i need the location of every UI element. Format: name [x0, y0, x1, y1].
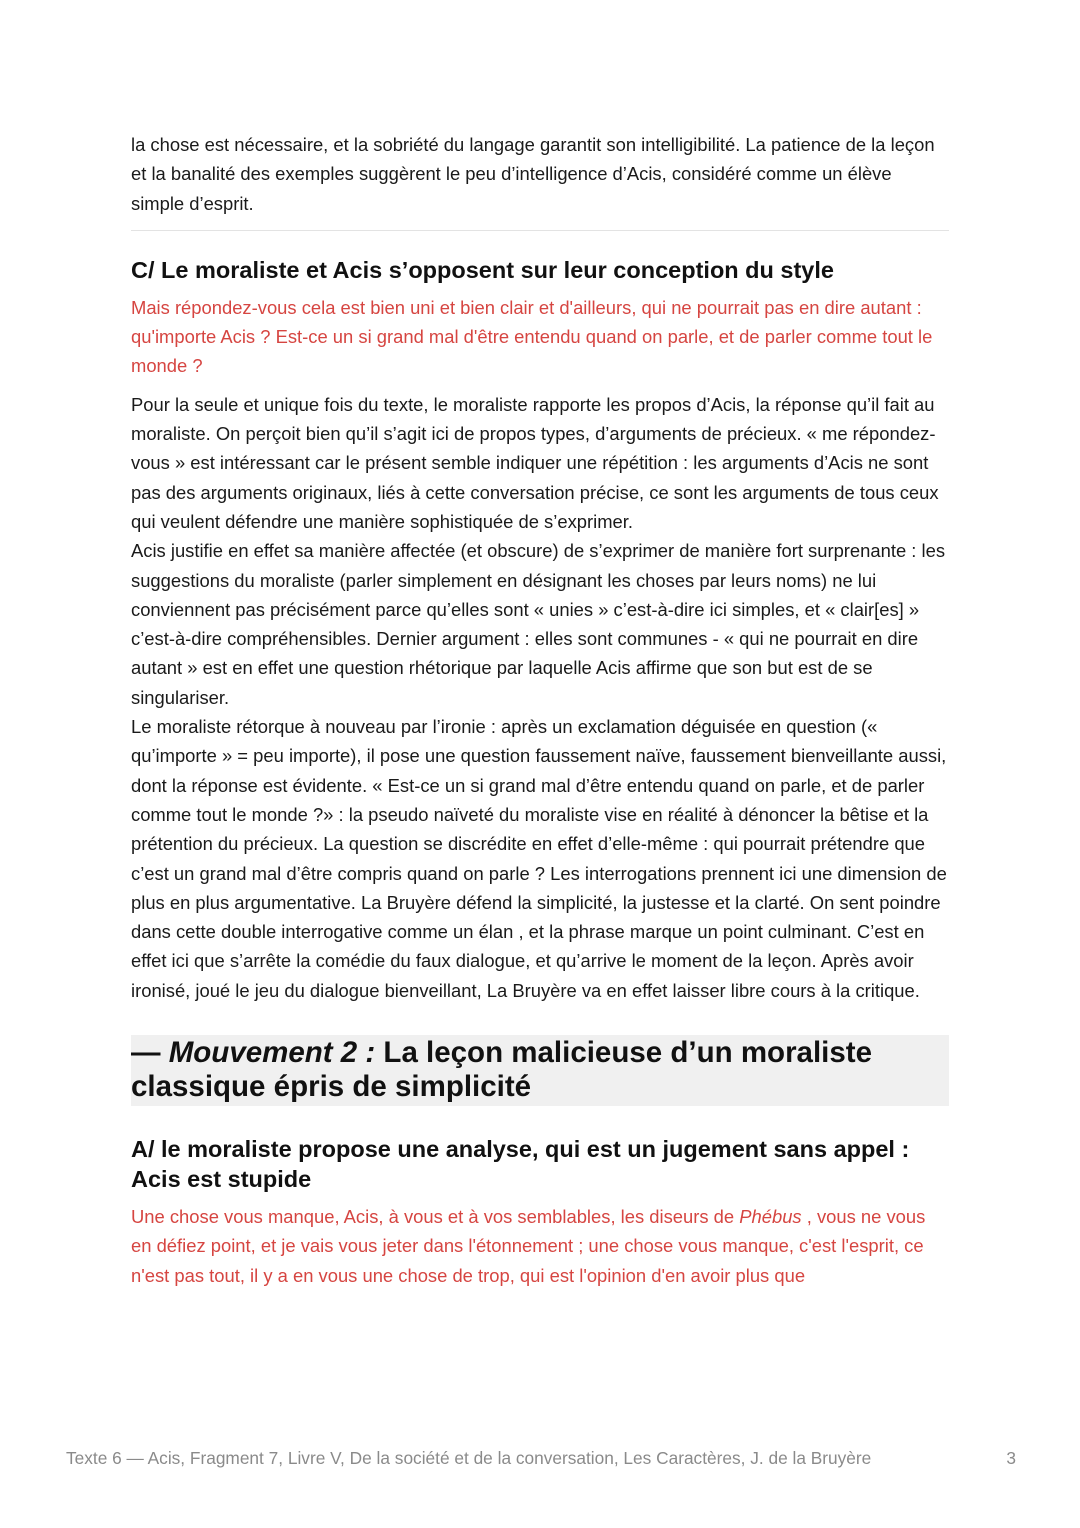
body-paragraph: Le moraliste rétorque à nouveau par l’ironie : après un exclamation déguisée en question (« qu’importe » = peu importe), il pose une question faussement naïve, faussement bienveillante aussi, dont la réponse est évidente. « Est-ce un si grand mal d’être entendu quand on parle, et de parler comme tout le monde ?» : la pseudo naïveté du moraliste vise en réalité à dénoncer la bêtise et la prétention du précieux. La question se discrédite en effet d’elle-même : qui pourrait prétendre que c’est un grand mal d’être compris quand on parle ? Les interrogations prennent ici une dimension de plus en plus argumentative. La Bruyère défend la simplicité, la justesse et la clarté. On sent poindre dans cette double interrogative comme un élan , et la phrase marque un point culminant. C’est en effet ici que s’arrête la comédie du faux dialogue, et qu’arrive le moment de la leçon. Après avoir ironisé, joué le jeu du dialogue bienveillant, La Bruyère va en effet laisser libre cours à la critique.: [131, 716, 947, 1001]
intro-paragraph: la chose est nécessaire, et la sobriété du langage garantit son intelligibilité. La patience de la leçon et la banalité des exemples suggèrent le peu d’intelligence d’Acis, considéré comme un élève simple d’esprit.: [131, 134, 935, 214]
movement-heading: [131, 1036, 949, 1104]
body-paragraph: Acis justifie en effet sa manière affectée (et obscure) de s’exprimer de manière fort surprenante : les suggestions du moraliste (parler simplement en désignant les choses par leurs noms) ne lui conviennent pas précisément parce qu’elles sont « unies » c’est-à-dire ici simples, et « clair[es] » c’est-à-dire compréhensibles. Dernier argument : elles sont communes - « qui ne pourrait en dire autant » est en effet une question rhétorique par laquelle Acis affirme que son but est de se singulariser.: [131, 540, 946, 708]
section-c-body: [131, 390, 949, 1005]
movement-dash: —: [131, 1036, 169, 1070]
section-c-quote: Mais répondez-vous cela est bien uni et bien clair et d'ailleurs, qui ne pourrait pas en dire autant : qu'importe Acis ? Est-ce un si grand mal d'être entendu quand on parle, et de parler comme tout le monde ?: [131, 296, 933, 377]
section-a-quote: [131, 1202, 949, 1290]
page-number: 3: [1006, 1448, 1016, 1468]
movement-heading-block: [131, 1035, 949, 1106]
quote-text: Une chose vous manque, Acis, à vous et à vos semblables, les diseurs de: [131, 1206, 740, 1228]
movement-title: La leçon malicieuse d’un moraliste classique épris de simplicité: [131, 1036, 872, 1104]
quote-text: , vous ne vous en défiez point, et je vais vous jeter dans l'étonnement ; une chose vous manque, c'est l'esprit, ce n'est pas tout, il y a en vous une chose de trop, qui est l'opinion d'en avoir plus que: [131, 1206, 926, 1286]
document-page: [131, 130, 949, 1299]
movement-label: Mouvement 2 :: [168, 1036, 376, 1070]
horizontal-divider: [131, 230, 949, 231]
footer-title: Texte 6 — Acis, Fragment 7, Livre V, De la société et de la conversation, Les Caractères, J. de la Bruyère: [66, 1448, 872, 1468]
body-paragraph: Pour la seule et unique fois du texte, le moraliste rapporte les propos d’Acis, la réponse qu’il fait au moraliste. On perçoit bien qu’il s’agit ici de propos types, d’arguments de précieux. « me répondez-vous » est intéressant car le présent semble indiquer une répétition : les arguments d’Acis ne sont pas des arguments originaux, liés à cette conversation précise, ce sont les arguments de tous ceux qui veulent défendre une manière sophistiquée de s’exprimer.: [131, 393, 939, 532]
section-c-heading: C/ Le moraliste et Acis s’opposent sur leur conception du style: [131, 256, 834, 283]
section-a-heading: A/ le moraliste propose une analyse, qui est un jugement sans appel : Acis est stupide: [131, 1136, 910, 1193]
quote-italic-term: Phébus: [739, 1206, 802, 1228]
